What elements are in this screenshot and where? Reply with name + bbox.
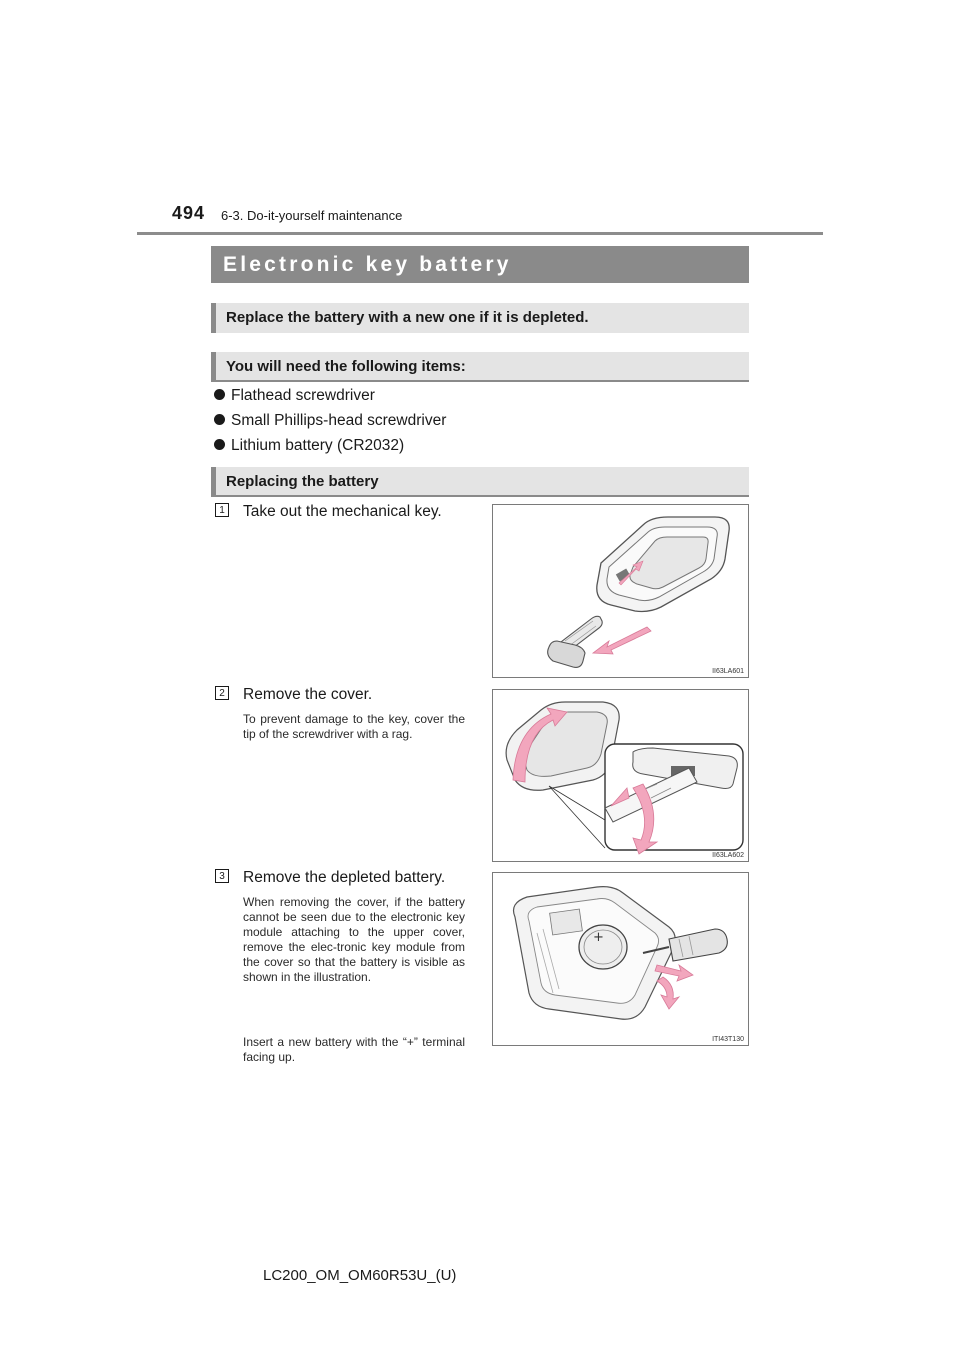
page-number: 494	[172, 203, 206, 223]
page-title: Electronic key battery	[223, 253, 512, 276]
bullet-icon	[214, 439, 225, 450]
battery-removal-illustration	[493, 873, 748, 1045]
step-3-title: Remove the depleted battery.	[243, 869, 446, 886]
battery-plus-symbol: +	[593, 930, 604, 945]
header-rule	[137, 232, 823, 235]
page-title-bar	[211, 246, 749, 283]
items-heading: You will need the following items:	[226, 358, 466, 375]
step-number-2: 2	[215, 686, 229, 700]
step-1-title: Take out the mechanical key.	[243, 503, 442, 520]
bullet-icon	[214, 414, 225, 425]
list-item: Lithium battery (CR2032)	[214, 437, 404, 455]
footer-code: LC200_OM_OM60R53U_(U)	[263, 1267, 457, 1284]
key-removal-illustration	[493, 505, 748, 677]
step-number-3: 3	[215, 869, 229, 883]
step-2-note: To prevent damage to the key, cover the tip of the screwdriver with a rag.	[243, 712, 465, 741]
step-number-1: 1	[215, 503, 229, 517]
step-2-title: Remove the cover.	[243, 686, 373, 703]
replace-heading-banner	[211, 467, 749, 497]
illustration-step-2	[492, 689, 749, 862]
intro-banner	[211, 303, 749, 333]
section-label: 6-3. Do-it-yourself maintenance	[221, 208, 403, 223]
illustration-step-1	[492, 504, 749, 678]
figure-code: ITI43T130	[712, 1036, 744, 1043]
cover-removal-illustration	[493, 690, 748, 861]
list-item: Small Phillips-head screwdriver	[214, 412, 446, 430]
step-3-note-2: Insert a new battery with the “+” terminal facing up.	[243, 1035, 465, 1064]
replace-heading: Replacing the battery	[226, 473, 379, 490]
figure-code: II63LA602	[712, 852, 744, 859]
bullet-icon	[214, 389, 225, 400]
step-3-note-1: When removing the cover, if the battery cannot be seen due to the electronic key module attaching to the upper cover, remove the elec-tronic key module from the cover so that the battery is visible as shown in the illustration.	[243, 895, 465, 984]
items-heading-banner	[211, 352, 749, 382]
figure-code: II63LA601	[712, 668, 744, 675]
illustration-step-3	[492, 872, 749, 1046]
list-item: Flathead screwdriver	[214, 387, 375, 405]
intro-text: Replace the battery with a new one if it is depleted.	[226, 309, 589, 326]
